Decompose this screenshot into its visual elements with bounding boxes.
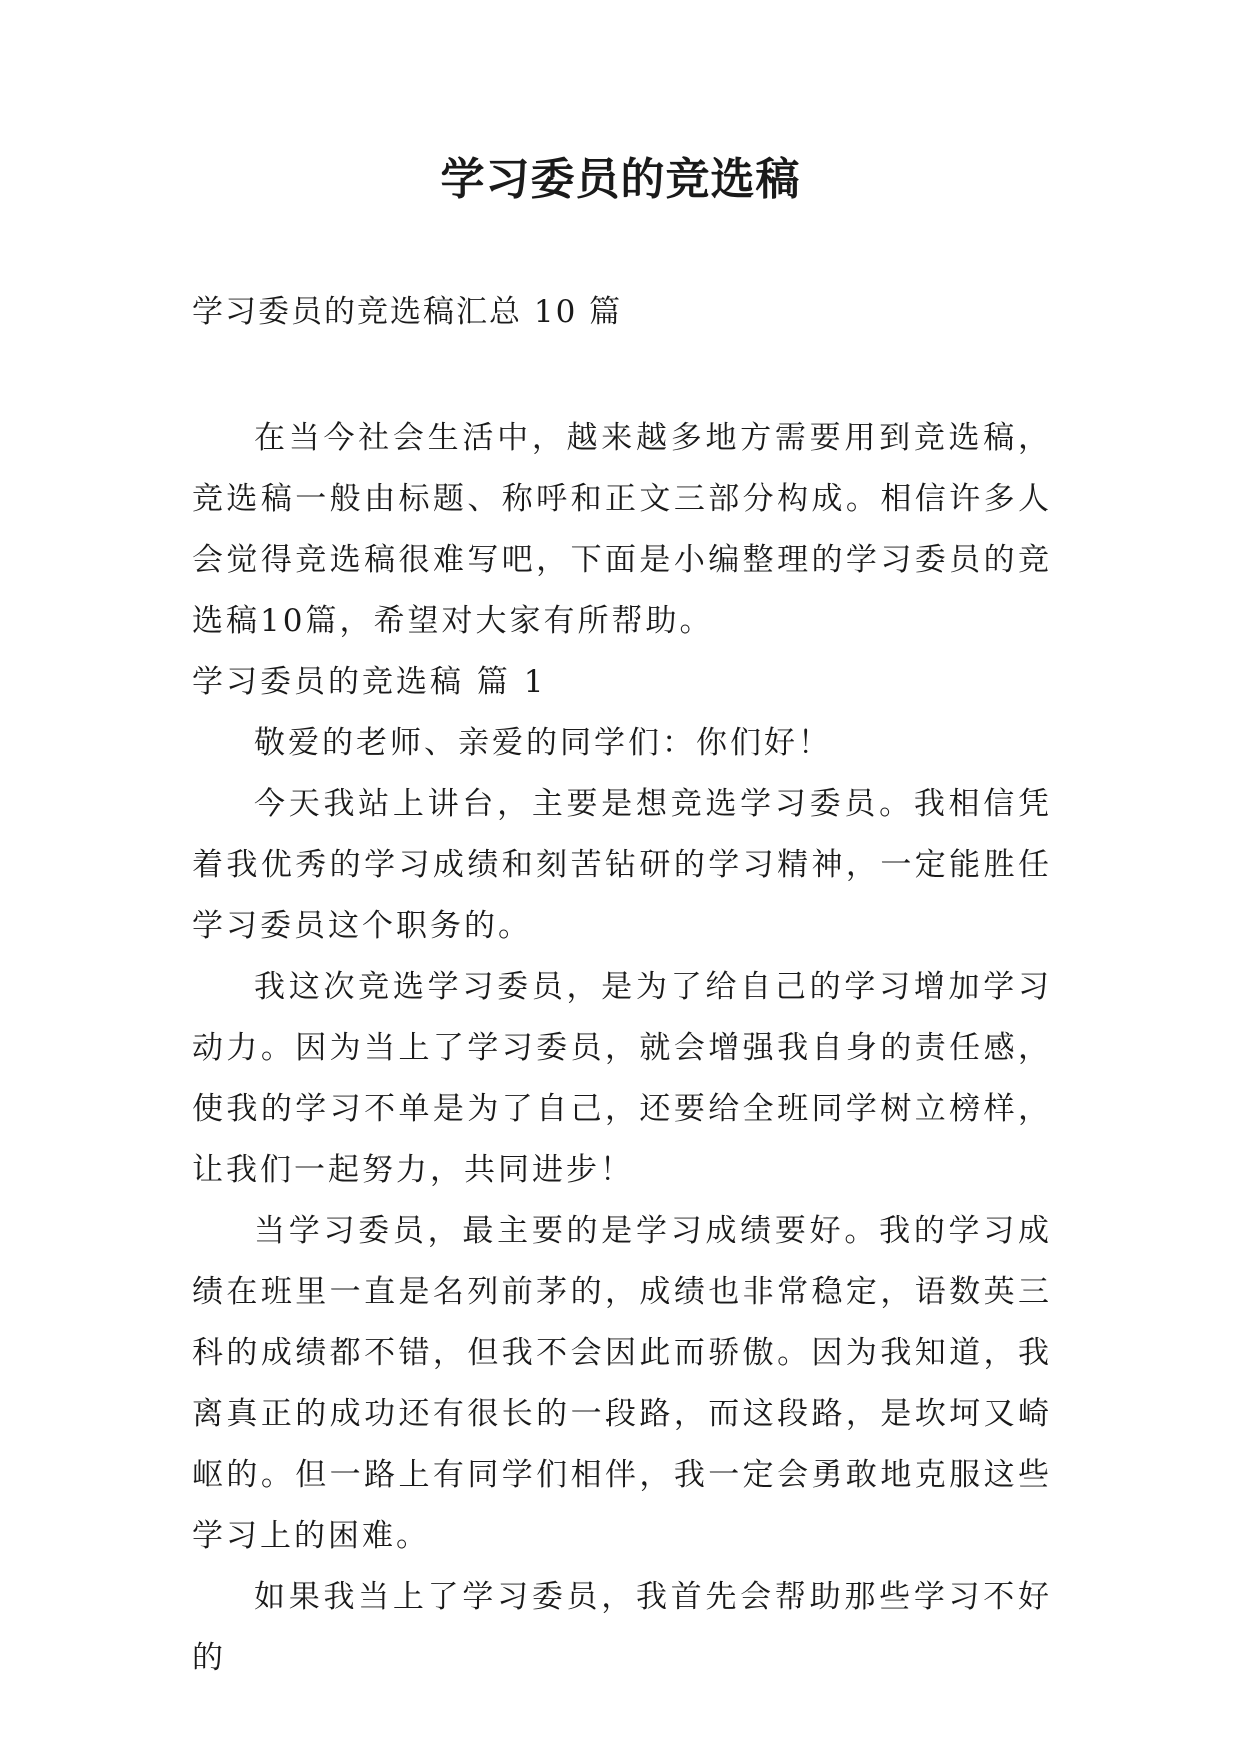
body-paragraph: 今天我站上讲台，主要是想竞选学习委员。我相信凭着我优秀的学习成绩和刻苦钻研的学习精神，一定能胜任学习委员这个职务的。	[192, 786, 1052, 944]
body-paragraph-greeting: 敬爱的老师、亲爱的同学们：你们好！	[254, 725, 832, 761]
section-heading: 学习委员的竞选稿 篇 1	[192, 664, 547, 700]
body-paragraph: 当学习委员，最主要的是学习成绩要好。我的学习成绩在班里一直是名列前茅的，成绩也非常稳定，语数英三科的成绩都不错，但我不会因此而骄傲。因为我知道，我离真正的成功还有很长的一段路，而这段路，是坎坷又崎岖的。但一路上有同学们相伴，我一定会勇敢地克服这些学习上的困难。	[192, 1213, 1052, 1554]
document-body	[192, 408, 1052, 1689]
intro-paragraph: 在当今社会生活中，越来越多地方需要用到竞选稿，竞选稿一般由标题、称呼和正文三部分构成。相信许多人会觉得竞选稿很难写吧，下面是小编整理的学习委员的竞选稿10篇，希望对大家有所帮助。	[192, 420, 1052, 639]
body-paragraph: 我这次竞选学习委员，是为了给自己的学习增加学习动力。因为当上了学习委员，就会增强我自身的责任感，使我的学习不单是为了自己，还要给全班同学树立榜样，让我们一起努力，共同进步！	[192, 969, 1052, 1188]
document-subtitle: 学习委员的竞选稿汇总 10 篇	[192, 294, 623, 330]
document-title: 学习委员的竞选稿	[440, 154, 801, 205]
body-paragraph: 如果我当上了学习委员，我首先会帮助那些学习不好的	[192, 1579, 1052, 1676]
